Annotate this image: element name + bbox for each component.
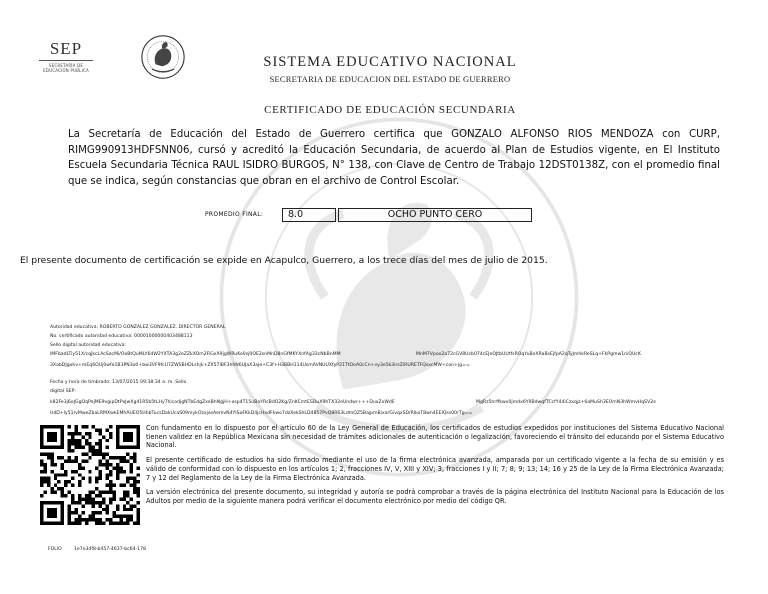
folio-value: 1e7e34f8-b457-4637-bc64-178 — [74, 547, 146, 552]
system-title: SISTEMA EDUCATIVO NACIONAL — [263, 54, 517, 70]
authority-seal-line-1: lMFbadLTiy51X/cqjkcLAcSacMi/OoBtQuMLY6dW2YXTA3g2eZZkXOm2FiGxX9jgWRuKo0sj0OE2snMnD8nGfMKYXnfAg33cNbBnMM — [50, 352, 341, 357]
legal-paragraph-2: El presente certificado de estudios ha sido firmado mediante el uso de la firma electrónica avanzada, amparada por un certificado vigente a la fecha de su emisión y es válido de conformidad con lo dispuesto en los artículos 1; 2, fracciones IV, V, XIII y XIV; 3, fracciones I y II; 7; 8; 9; 13; 14; 16 y 25 de la Ley de la Firma Electrónica Avanzada; 7 y 12 del Reglamento de la Ley de la Firma Electrónica Avanzada. — [146, 456, 724, 482]
certificate-title: CERTIFICADO DE EDUCACIÓN SECUNDARIA — [264, 104, 516, 116]
sep-logo-rule — [39, 60, 93, 61]
sep-seal-line-2: UdD+Iy51/vMweZbaLRMXwkEMhAUEO5HhbTucsDakUcaS09mykOzxjasAemvN4YISoFKkD4jcHxdFkwo7dzXekShLD4857PvQ8R63LdmQZ5BajpmBixarGivqxSD/RlkoT8wn4EEIQss00rTg== — [50, 411, 473, 416]
promedio-label: PROMEDIO FINAL: — [205, 211, 264, 218]
sep-seal-line-1: k82Fe3j6eJGgOqPejME9vgipDtPxJwXg41R5b5tLHyThicodjgNTbEdgZxeBhNgjH+esp4T15uBaYRcBdO2Kg/ZnKCmtESDuX9hTX32eUndwr+++DuxZxWdE — [50, 400, 395, 405]
sep-logo-subtitle: SECRETARÍA DE EDUCACIÓN PÚBLICA — [43, 63, 89, 73]
legal-fundamento — [146, 424, 724, 512]
timbrado-line-2: digital SEP: — [50, 389, 76, 394]
authority-line: Autoridad educativa: ROBERTO GONZALEZ GONZALEZ. DIRECTOR GENERAL — [50, 325, 226, 330]
timbrado-line-1: Fecha y hora de timbrado: 13/07/2015 09:38:34 a. m. Sello — [50, 380, 187, 385]
secretaria-subtitle: SECRETARIA DE EDUCACION DEL ESTADO DE GUERRERO — [269, 74, 511, 84]
sep-seal-line-1b: MgRz5hrffkwx0jmdx6Y9BdwqfTCcfY44iCzxqjz+6aMuSh3EOmN3hWmvHqSV2e — [476, 400, 656, 405]
legal-paragraph-3: La versión electrónica del presente documento, su integridad y autoría se podrá comprobar a través de la página electrónica del Instituto Nacional para la Educación de los Adultos por medio de la siguiente manera podrá verificar el documento electrónico por medio del código QR. — [146, 488, 724, 505]
sep-logo — [38, 40, 94, 80]
certification-paragraph: La Secretaría de Educación del Estado de Guerrero certifica que GONZALO ALFONSO RIOS MENDOZA con CURP, RIMG990913HDFSNN06, cursó y acreditó la Educación Secundaria, de acuerdo al Plan de Estudios vigente, en El Instituto Escuela Secundaria Técnica RAUL ISIDRO BURGOS, N° 138, con Clave de Centro de Trabajo 12DST0138Z, con el promedio final que se indica, según constancias que obran en el archivo de Control Escolar. — [68, 129, 720, 187]
mexican-eagle-seal-icon — [140, 34, 186, 80]
promedio-words: OCHO PUNTO CERO — [338, 208, 532, 222]
authority-seal-label: Sello digital autoridad educativa: — [50, 343, 127, 348]
qr-code-icon — [40, 425, 140, 525]
authority-seal-line-2: 3XabDJgohv+mEq6OUj0wfe1B3PN3o0+bw3VF9fcU7ZWSBHDLshjk+ZX57lBF3hhN6UJaX3aje+C3f+H3BBH114UsmAVNUUXfyP21TtOoA0cCn+vy3e5k3irsZiRURETFQsxcMW+con+jg== — [50, 363, 470, 368]
authority-cert-number: No. certificado autoridad educativa: 00001000000403488113 — [50, 334, 193, 339]
sep-logo-text: SEP — [49, 39, 83, 58]
legal-paragraph-1: Con fundamento en lo dispuesto por el artículo 60 de la Ley General de Educación, los certificados de estudios expedidos por instituciones del Sistema Educativo Nacional tienen validez en la República Mexicana sin necesidad de trámites adicionales de autenticación o legalización, favoreciendo el tránsito del educando por el Sistema Educativo Nacional. — [146, 424, 724, 450]
promedio-value: 8.0 — [282, 208, 336, 222]
authority-seal-line-1b: MnM7Vpoo2a72cGV8Ucb074cEJoOJtbUUtfsROqYuBoXRaBsEjfpA2qTyJmhkReSLq+FkPgmw1niQUcK — [416, 352, 641, 357]
folio-label: FOLIO — [48, 547, 62, 552]
expedition-statement: El presente documento de certificación se expide en Acapulco, Guerrero, a los trece días del mes de julio de 2015. — [20, 255, 548, 266]
